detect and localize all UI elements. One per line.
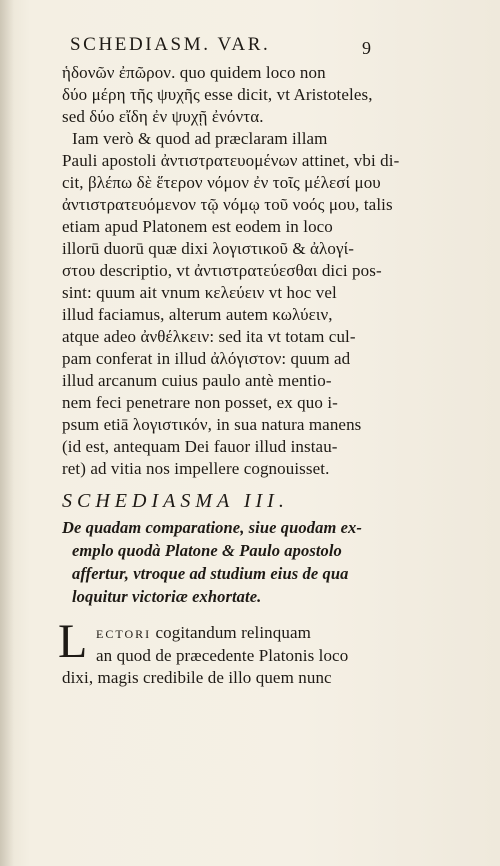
text-line: nem feci penetrare non posset, ex quo i- [62, 393, 338, 412]
text-line: sint: quum ait vnum κελεύειν vt hoc vel [62, 283, 337, 302]
subtitle-line: De quadam comparatione, siue quodam ex- [62, 518, 362, 537]
subtitle-line: affertur, vtroque ad studium eius de qua [72, 564, 349, 583]
text-line [62, 622, 382, 645]
first-line-rest: cogitandum relinquam [155, 623, 311, 642]
subtitle-line: emplo quodà Platone & Paulo apostolo [72, 541, 342, 560]
main-text [58, 62, 400, 689]
page-number: 9 [362, 38, 371, 58]
subtitle-line: loquitur victoriæ exhortate. [72, 587, 262, 606]
opening-paragraph [58, 615, 382, 689]
text-line: pam conferat in illud ἀλόγιστον: quum ad [62, 349, 351, 368]
text-line: psum etiā λογιστικόν, in sua natura manens [62, 415, 362, 434]
drop-cap: L [58, 615, 88, 668]
text-line: cit, βλέπω δὲ ἕτερον νόμον ἐν τοῖς μέλεσί μου [62, 173, 381, 192]
text-line: illud faciamus, alterum autem κωλύειν, [62, 305, 333, 324]
text-line: ἀντιστρατευόμενον τῷ νόμῳ τοῦ νοός μου, talis [62, 195, 393, 214]
text-line: illorū duorū quæ dixi λογιστικοῦ & ἀλογί- [62, 239, 355, 258]
running-head: SCHEDIASM. VAR. [70, 34, 271, 55]
text-line: ret) ad vitia nos impellere cognouisset. [62, 459, 330, 478]
text-line: (id est, antequam Dei fauor illud instau- [62, 437, 338, 456]
section-title: SCHEDIASMA III. [62, 490, 289, 512]
text-line: ἡδονῶν ἐπῶρον. quo quidem loco non [62, 63, 326, 82]
text-line: Pauli apostoli ἀντιστρατευομένων attinet, vbi di- [62, 151, 400, 170]
text-line: an quod de præcedente Platonis loco [96, 646, 349, 665]
section-subtitle [62, 516, 382, 608]
text-line: etiam apud Platonem est eodem in loco [62, 217, 333, 236]
text-line: Iam verò & quod ad præclaram illam [72, 129, 328, 148]
text-line: dixi, magis credibile de illo quem nunc [62, 668, 332, 687]
text-line: στου descriptio, vt ἀντιστρατεύεσθαι dici pos- [62, 261, 382, 280]
text-line: atque adeo ἀνθέλκειν: sed ita vt totam cul- [62, 327, 356, 346]
first-word: ECTORI [96, 627, 152, 641]
gutter-shadow [0, 0, 14, 866]
text-line: sed δύο εἴδη ἐν ψυχῇ ἐνόντα. [62, 107, 264, 126]
text-line: illud arcanum cuius paulo antè mentio- [62, 371, 332, 390]
text-line: δύο μέρη τῆς ψυχῆς esse dicit, vt Aristoteles, [62, 85, 373, 104]
